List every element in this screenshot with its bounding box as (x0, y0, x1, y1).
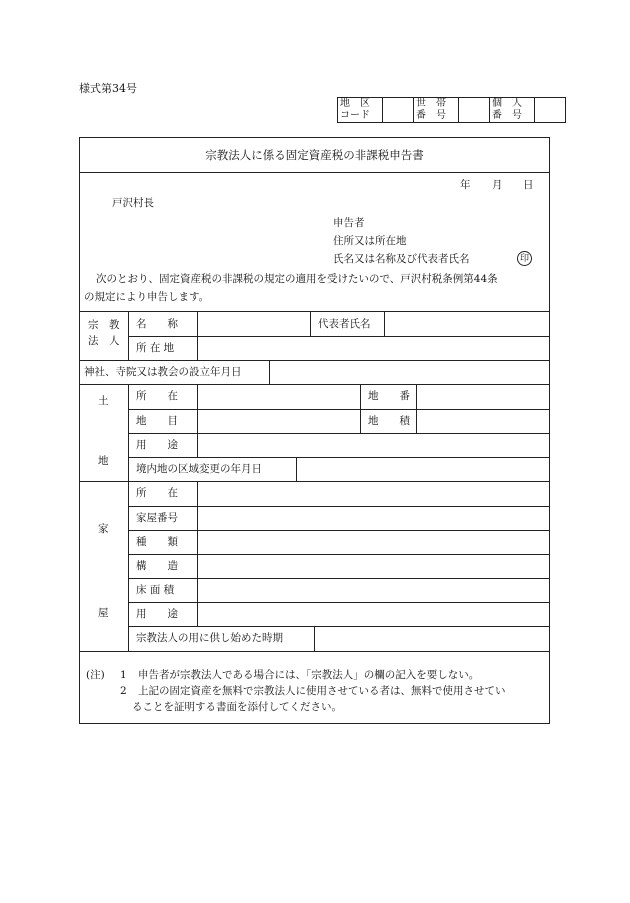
house-structure-label: 構 造 (136, 560, 178, 572)
establishment-date-label: 神社、寺院又は教会の設立年月日 (84, 366, 242, 378)
date-day-label: 日 (523, 179, 534, 191)
representative-label: 代表者氏名 (318, 318, 371, 330)
house-use-label: 用 途 (136, 608, 178, 620)
notes-prefix: (注) (86, 669, 105, 681)
religious-corp-header-line-1: 宗 教 (88, 319, 120, 331)
household-number-label: 世 帯 番 号 (414, 98, 459, 123)
land-use-label: 用 途 (136, 439, 178, 451)
house-header-top: 家 (98, 523, 109, 535)
form-number: 様式第34号 (79, 82, 137, 95)
land-area-label: 地 積 (368, 415, 410, 427)
land-header-top: 土 (98, 395, 109, 407)
body-text-line-1: 次のとおり、固定資産税の非課税の規定の適用を受けたいので、戸沢村税条例第44条 (96, 273, 498, 285)
house-header-bottom: 屋 (98, 607, 109, 619)
seal-mark: 印 (517, 251, 532, 266)
individual-number-label: 個 人 番 号 (490, 98, 535, 123)
house-location-label: 所 在 (136, 487, 178, 499)
land-lot-number-label: 地 番 (368, 390, 410, 402)
house-floor-area-label: 床 面 積 (136, 584, 175, 596)
form-title: 宗教法人に係る固定資産税の非課税申告書 (205, 148, 424, 162)
note-1-text: 申告者が宗教法人である場合には、「宗教法人」の欄の記入を要しない。 (138, 669, 480, 681)
addressee: 戸沢村長 (112, 197, 154, 209)
house-kind-label: 種 類 (136, 536, 178, 548)
note-1-number: 1 (120, 669, 127, 681)
house-start-use-label: 宗教法人の用に供し始めた時期 (136, 632, 283, 644)
body-text-line-2: の規定により申告します。 (84, 291, 210, 303)
application-form (79, 137, 550, 724)
corp-name-label: 名 称 (136, 318, 178, 330)
applicant-label: 申告者 (333, 217, 365, 229)
house-number-label: 家屋番号 (136, 512, 178, 524)
corp-location-label: 所 在 地 (136, 342, 175, 354)
note-2-text-line-2: ることを証明する書面を添付してください。 (132, 701, 342, 713)
applicant-address-label: 住所又は所在地 (333, 235, 407, 247)
note-2-text-line-1: 上記の固定資産を無料で宗教法人に使用させている者は、無料で使用させてい (138, 685, 506, 697)
date-year-label: 年 (460, 179, 471, 191)
applicant-name-label: 氏名又は名称及び代表者氏名 (333, 253, 470, 265)
religious-corp-header-line-2: 法 人 (88, 335, 120, 347)
land-category-label: 地 目 (136, 415, 178, 427)
district-code-label: 地 区 コード (338, 98, 383, 123)
land-change-date-label: 境内地の区域変更の年月日 (136, 463, 262, 475)
code-table (337, 97, 566, 123)
land-header-bottom: 地 (98, 455, 109, 467)
district-code-value[interactable] (383, 98, 414, 123)
land-location-label: 所 在 (136, 390, 178, 402)
date-month-label: 月 (492, 179, 503, 191)
individual-number-value[interactable] (535, 98, 566, 123)
household-number-value[interactable] (459, 98, 490, 123)
note-2-number: 2 (120, 685, 127, 697)
